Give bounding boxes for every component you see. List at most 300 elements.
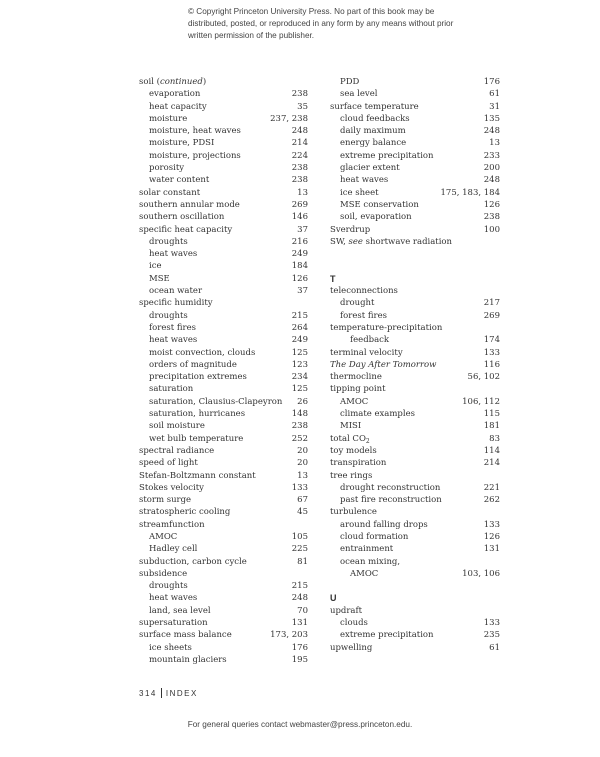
index-entry xyxy=(139,494,308,506)
index-entry xyxy=(139,519,308,531)
index-entry xyxy=(139,457,308,469)
page-reference: 238 xyxy=(291,421,308,432)
page-reference: 20 xyxy=(297,458,308,469)
index-term xyxy=(149,408,245,420)
index-entry xyxy=(139,617,308,629)
page-reference: 106, 112 xyxy=(462,396,500,407)
term-text: southern oscillation xyxy=(139,212,225,223)
page-reference: 173, 203 xyxy=(270,630,308,641)
index-subentry xyxy=(330,568,500,580)
index-term xyxy=(149,273,170,285)
page-reference: 237, 238 xyxy=(270,113,308,124)
term-text: terminal velocity xyxy=(330,347,403,358)
index-term xyxy=(149,642,192,654)
index-entry xyxy=(139,76,308,88)
term-subscript: 2 xyxy=(365,437,370,445)
index-spacer xyxy=(330,580,500,592)
index-term xyxy=(340,556,400,568)
section-letter-label: T xyxy=(330,273,336,284)
index-term xyxy=(340,494,442,506)
page-reference: 100 xyxy=(483,224,500,235)
index-entry xyxy=(330,470,500,482)
page-reference: 215 xyxy=(291,581,308,592)
term-text: ocean water xyxy=(149,286,203,297)
index-term xyxy=(340,629,434,641)
index-entry xyxy=(330,457,500,469)
index-subentry xyxy=(330,396,500,408)
index-term xyxy=(330,433,370,445)
index-term xyxy=(139,519,205,531)
index-subentry xyxy=(330,519,500,531)
index-term xyxy=(340,162,400,174)
index-term xyxy=(340,420,361,432)
term-text: total CO xyxy=(330,433,366,444)
index-subentry xyxy=(139,433,308,445)
term-text: heat waves xyxy=(149,249,198,260)
index-term xyxy=(149,347,255,359)
term-text: clouds xyxy=(340,618,368,629)
page-reference: 174 xyxy=(483,335,500,346)
index-term xyxy=(340,199,419,211)
page-reference: 214 xyxy=(483,458,500,469)
index-term xyxy=(149,248,197,260)
index-term xyxy=(340,174,388,186)
index-term xyxy=(139,556,247,568)
term-text: tipping point xyxy=(330,384,386,395)
index-term xyxy=(340,113,410,125)
index-subentry xyxy=(330,482,500,494)
index-term xyxy=(330,445,377,457)
term-text: specific humidity xyxy=(139,298,213,309)
index-subentry xyxy=(139,174,308,186)
page-reference: 269 xyxy=(291,199,308,210)
index-subentry xyxy=(139,396,308,408)
term-text: saturation, hurricanes xyxy=(149,409,246,420)
term-text: streamfunction xyxy=(139,519,205,530)
term-text: droughts xyxy=(149,581,188,592)
index-term xyxy=(149,371,247,383)
page-reference: 221 xyxy=(483,482,500,493)
term-text: extreme precipitation xyxy=(340,630,434,641)
index-term xyxy=(149,101,207,113)
term-text: subsidence xyxy=(139,568,188,579)
term-text: temperature-precipitation xyxy=(330,322,443,333)
index-term xyxy=(340,187,379,199)
index-subentry xyxy=(139,334,308,346)
page-reference: 248 xyxy=(483,126,500,137)
index-entry xyxy=(330,285,500,297)
term-text: forest fires xyxy=(149,322,196,333)
term-text: MSE conservation xyxy=(340,199,419,210)
index-subentry xyxy=(139,88,308,100)
page-reference: 224 xyxy=(291,150,308,161)
index-term xyxy=(149,137,214,149)
page-reference: 126 xyxy=(483,199,500,210)
index-term xyxy=(149,113,187,125)
index-entry xyxy=(330,433,500,445)
index-term xyxy=(330,642,372,654)
index-entry xyxy=(330,506,500,518)
term-text: PDD xyxy=(340,77,360,87)
term-text: surface temperature xyxy=(330,101,419,112)
page-reference: 248 xyxy=(291,126,308,137)
term-text: moisture, heat waves xyxy=(149,126,241,137)
term-text: drought xyxy=(340,298,375,309)
index-term xyxy=(340,125,406,137)
page-reference: 217 xyxy=(483,298,500,309)
page-reference: 248 xyxy=(483,175,500,186)
index-term xyxy=(340,211,412,223)
index-term xyxy=(139,629,232,641)
term-text: supersaturation xyxy=(139,618,208,629)
term-text: water content xyxy=(149,175,210,186)
term-italic: see xyxy=(348,236,363,247)
page-reference: 45 xyxy=(297,507,308,518)
index-term xyxy=(340,531,408,543)
term-text: updraft xyxy=(330,605,363,616)
index-term xyxy=(149,420,205,432)
term-text: climate examples xyxy=(340,409,415,420)
page-reference: 114 xyxy=(483,445,500,456)
page-number: 314 xyxy=(139,689,157,698)
page-reference: 195 xyxy=(291,654,308,665)
index-section-letter xyxy=(330,273,500,285)
page-reference: 56, 102 xyxy=(467,372,500,383)
page-reference: 131 xyxy=(291,618,308,629)
index-term xyxy=(149,359,237,371)
index-term xyxy=(139,224,232,236)
page-reference: 200 xyxy=(483,163,500,174)
term-text: ice sheet xyxy=(340,187,379,198)
index-subentry xyxy=(139,322,308,334)
page-reference: 13 xyxy=(489,138,500,149)
term-text: moisture xyxy=(149,113,188,124)
index-term xyxy=(149,125,241,137)
term-text: SW, xyxy=(330,236,349,247)
page-reference: 126 xyxy=(483,531,500,542)
index-term xyxy=(149,322,196,334)
index-subentry xyxy=(330,629,500,641)
term-suffix: shortwave radiation xyxy=(362,236,453,247)
index-spacer xyxy=(330,260,500,272)
index-term xyxy=(149,383,193,395)
index-subentry xyxy=(330,150,500,162)
index-term xyxy=(350,568,378,580)
term-text: soil ( xyxy=(139,77,160,87)
index-term xyxy=(340,76,359,88)
term-suffix: ) xyxy=(202,77,207,87)
index-subentry xyxy=(330,199,500,211)
page-reference: 37 xyxy=(297,286,308,297)
index-term xyxy=(340,297,374,309)
term-text: surface mass balance xyxy=(139,630,232,641)
index-term xyxy=(149,236,188,248)
index-term xyxy=(330,383,386,395)
page-reference: 175, 183, 184 xyxy=(440,187,500,198)
page-reference: 249 xyxy=(291,249,308,260)
index-subentry xyxy=(139,273,308,285)
term-text: solar constant xyxy=(139,187,201,198)
page-reference: 35 xyxy=(297,101,308,112)
index-subentry xyxy=(139,260,308,272)
index-subentry xyxy=(330,310,500,322)
term-text: daily maximum xyxy=(340,126,406,137)
page-reference: 235 xyxy=(483,630,500,641)
term-text: MSE xyxy=(149,273,170,284)
page-reference: 61 xyxy=(489,89,500,100)
index-term xyxy=(149,531,177,543)
index-subentry xyxy=(139,310,308,322)
index-term xyxy=(340,88,377,100)
index-term xyxy=(340,310,387,322)
term-text: specific heat capacity xyxy=(139,224,233,235)
section-label: INDEX xyxy=(165,689,198,698)
index-subentry xyxy=(139,654,308,666)
index-term xyxy=(139,211,224,223)
index-term xyxy=(149,285,202,297)
index-entry xyxy=(139,445,308,457)
index-subentry xyxy=(139,642,308,654)
index-subentry xyxy=(330,543,500,555)
index-subentry xyxy=(139,150,308,162)
index-term xyxy=(139,482,204,494)
term-text: heat capacity xyxy=(149,101,207,112)
index-term xyxy=(139,297,213,309)
term-text: orders of magnitude xyxy=(149,359,237,370)
index-subentry xyxy=(330,125,500,137)
index-term xyxy=(149,174,209,186)
page-reference: 215 xyxy=(291,310,308,321)
index-entry xyxy=(139,224,308,236)
page-reference: 131 xyxy=(483,544,500,555)
term-text: around falling drops xyxy=(340,519,428,530)
page-reference: 225 xyxy=(291,544,308,555)
page-reference: 214 xyxy=(291,138,308,149)
index-subentry xyxy=(139,101,308,113)
index-entry xyxy=(330,101,500,113)
index-term xyxy=(340,617,368,629)
page-reference: 123 xyxy=(291,359,308,370)
index-subentry xyxy=(330,211,500,223)
index-term xyxy=(149,334,197,346)
copyright-notice: © Copyright Princeton University Press. No part of this book may be distributed, posted, or reproduced in any form by any means without prior written permission of the publisher. xyxy=(188,7,454,40)
index-subentry xyxy=(139,408,308,420)
page-reference: 181 xyxy=(483,421,500,432)
index-entry xyxy=(330,322,500,334)
folio-divider xyxy=(161,688,162,698)
term-text: subduction, carbon cycle xyxy=(139,556,247,567)
page-reference: 216 xyxy=(291,236,308,247)
term-text: AMOC xyxy=(350,568,379,579)
index-term xyxy=(340,396,368,408)
index-subentry xyxy=(139,162,308,174)
term-text: soil moisture xyxy=(149,421,205,432)
page-reference: 262 xyxy=(483,495,500,506)
index-subentry xyxy=(139,137,308,149)
page-reference: 234 xyxy=(291,372,308,383)
index-term xyxy=(149,543,197,555)
term-text: droughts xyxy=(149,310,188,321)
page-reference: 264 xyxy=(291,322,308,333)
page-reference: 20 xyxy=(297,445,308,456)
term-text: transpiration xyxy=(330,458,387,469)
index-entry xyxy=(139,199,308,211)
index-subentry xyxy=(330,88,500,100)
page-reference: 249 xyxy=(291,335,308,346)
term-text: cloud formation xyxy=(340,531,409,542)
term-text: moisture, projections xyxy=(149,150,241,161)
index-term xyxy=(139,494,191,506)
index-subentry xyxy=(139,592,308,604)
index-term xyxy=(139,445,214,457)
index-term xyxy=(139,457,198,469)
index-term xyxy=(330,236,452,248)
term-text: tree rings xyxy=(330,470,373,481)
index-entry xyxy=(139,506,308,518)
term-text: ice sheets xyxy=(149,642,192,653)
term-text: moisture, PDSI xyxy=(149,138,215,149)
term-text: ice xyxy=(149,261,162,272)
term-text: past fire reconstruction xyxy=(340,495,442,506)
index-subentry xyxy=(330,531,500,543)
index-subentry xyxy=(139,248,308,260)
index-term xyxy=(330,347,403,359)
page-reference: 176 xyxy=(291,642,308,653)
index-entry xyxy=(139,297,308,309)
term-text: evaporation xyxy=(149,89,201,100)
term-italic: The Day After Tomorrow xyxy=(330,359,437,370)
page-reference: 148 xyxy=(291,409,308,420)
index-subentry xyxy=(330,187,500,199)
index-subentry xyxy=(330,494,500,506)
index-subentry xyxy=(139,580,308,592)
index-subentry xyxy=(330,617,500,629)
term-text: saturation, Clausius-Clapeyron xyxy=(149,396,283,407)
section-letter-label: U xyxy=(330,593,337,604)
page-reference: 26 xyxy=(297,396,308,407)
term-text: upwelling xyxy=(330,642,373,653)
index-entry xyxy=(330,224,500,236)
term-text: precipitation extremes xyxy=(149,372,247,383)
page-reference: 31 xyxy=(489,101,500,112)
page-reference: 238 xyxy=(291,163,308,174)
index-subentry xyxy=(330,297,500,309)
page-reference: 135 xyxy=(483,113,500,124)
index-term xyxy=(330,101,419,113)
page-reference: 67 xyxy=(297,495,308,506)
index-entry xyxy=(139,629,308,641)
term-text: spectral radiance xyxy=(139,445,215,456)
index-term xyxy=(149,88,200,100)
index-entry xyxy=(139,211,308,223)
page-reference: 269 xyxy=(483,310,500,321)
index-subentry xyxy=(330,174,500,186)
index-subentry xyxy=(330,76,500,88)
index-term xyxy=(340,408,415,420)
index-term xyxy=(330,506,377,518)
index-entry xyxy=(330,236,500,248)
page-reference: 125 xyxy=(291,347,308,358)
page-reference: 81 xyxy=(297,556,308,567)
index-entry xyxy=(330,605,500,617)
index-term xyxy=(139,470,256,482)
index-subentry xyxy=(139,371,308,383)
index-term xyxy=(149,162,184,174)
term-text: AMOC xyxy=(340,396,369,407)
index-term xyxy=(340,482,440,494)
index-entry xyxy=(330,347,500,359)
index-subentry xyxy=(330,113,500,125)
term-text: Hadley cell xyxy=(149,544,198,555)
page-reference: 126 xyxy=(291,273,308,284)
page-reference: 238 xyxy=(291,89,308,100)
index-term xyxy=(149,150,241,162)
page-reference: 83 xyxy=(489,433,500,444)
index-entry xyxy=(139,568,308,580)
page-reference: 252 xyxy=(291,433,308,444)
index-subentry xyxy=(330,137,500,149)
index-term xyxy=(139,617,208,629)
page-folio xyxy=(139,688,198,698)
index-term xyxy=(139,187,200,199)
term-text: extreme precipitation xyxy=(340,150,434,161)
term-text: wet bulb temperature xyxy=(149,433,244,444)
page-reference: 133 xyxy=(483,347,500,358)
index-term xyxy=(149,592,197,604)
term-text: heat waves xyxy=(149,593,198,604)
index-term xyxy=(340,543,393,555)
index-subentry xyxy=(330,162,500,174)
index-subentry xyxy=(139,236,308,248)
index-term xyxy=(139,76,206,88)
index-term xyxy=(350,334,389,346)
term-text: forest fires xyxy=(340,310,387,321)
term-text: Stokes velocity xyxy=(139,482,204,493)
term-text: mountain glaciers xyxy=(149,654,227,665)
index-subentry xyxy=(139,285,308,297)
index-section-letter xyxy=(330,592,500,604)
index-subentry xyxy=(139,420,308,432)
index-subentry xyxy=(330,334,500,346)
index-term xyxy=(139,506,230,518)
index-entry xyxy=(330,383,500,395)
page-reference: 105 xyxy=(291,531,308,542)
term-text: thermocline xyxy=(330,372,382,383)
term-text: heat waves xyxy=(340,175,389,186)
index-subentry xyxy=(330,556,500,568)
page-reference: 184 xyxy=(291,261,308,272)
page-reference: 116 xyxy=(483,359,500,370)
footer-contact: For general queries contact webmaster@press.princeton.edu. xyxy=(187,720,413,729)
page-reference: 70 xyxy=(297,605,308,616)
term-text: moist convection, clouds xyxy=(149,347,256,358)
term-text: porosity xyxy=(149,163,185,174)
index-term xyxy=(149,310,188,322)
index-term xyxy=(340,137,406,149)
index-subentry xyxy=(139,125,308,137)
term-text: southern annular mode xyxy=(139,199,240,210)
page-reference: 115 xyxy=(483,409,500,420)
term-text: heat waves xyxy=(149,335,198,346)
index-term xyxy=(330,322,442,334)
term-text: sea level xyxy=(340,89,378,100)
term-text: energy balance xyxy=(340,138,407,149)
index-term xyxy=(139,199,240,211)
term-italic: continued xyxy=(159,77,203,87)
term-text: soil, evaporation xyxy=(340,212,412,223)
index-term xyxy=(149,396,282,408)
page-reference: 37 xyxy=(297,224,308,235)
